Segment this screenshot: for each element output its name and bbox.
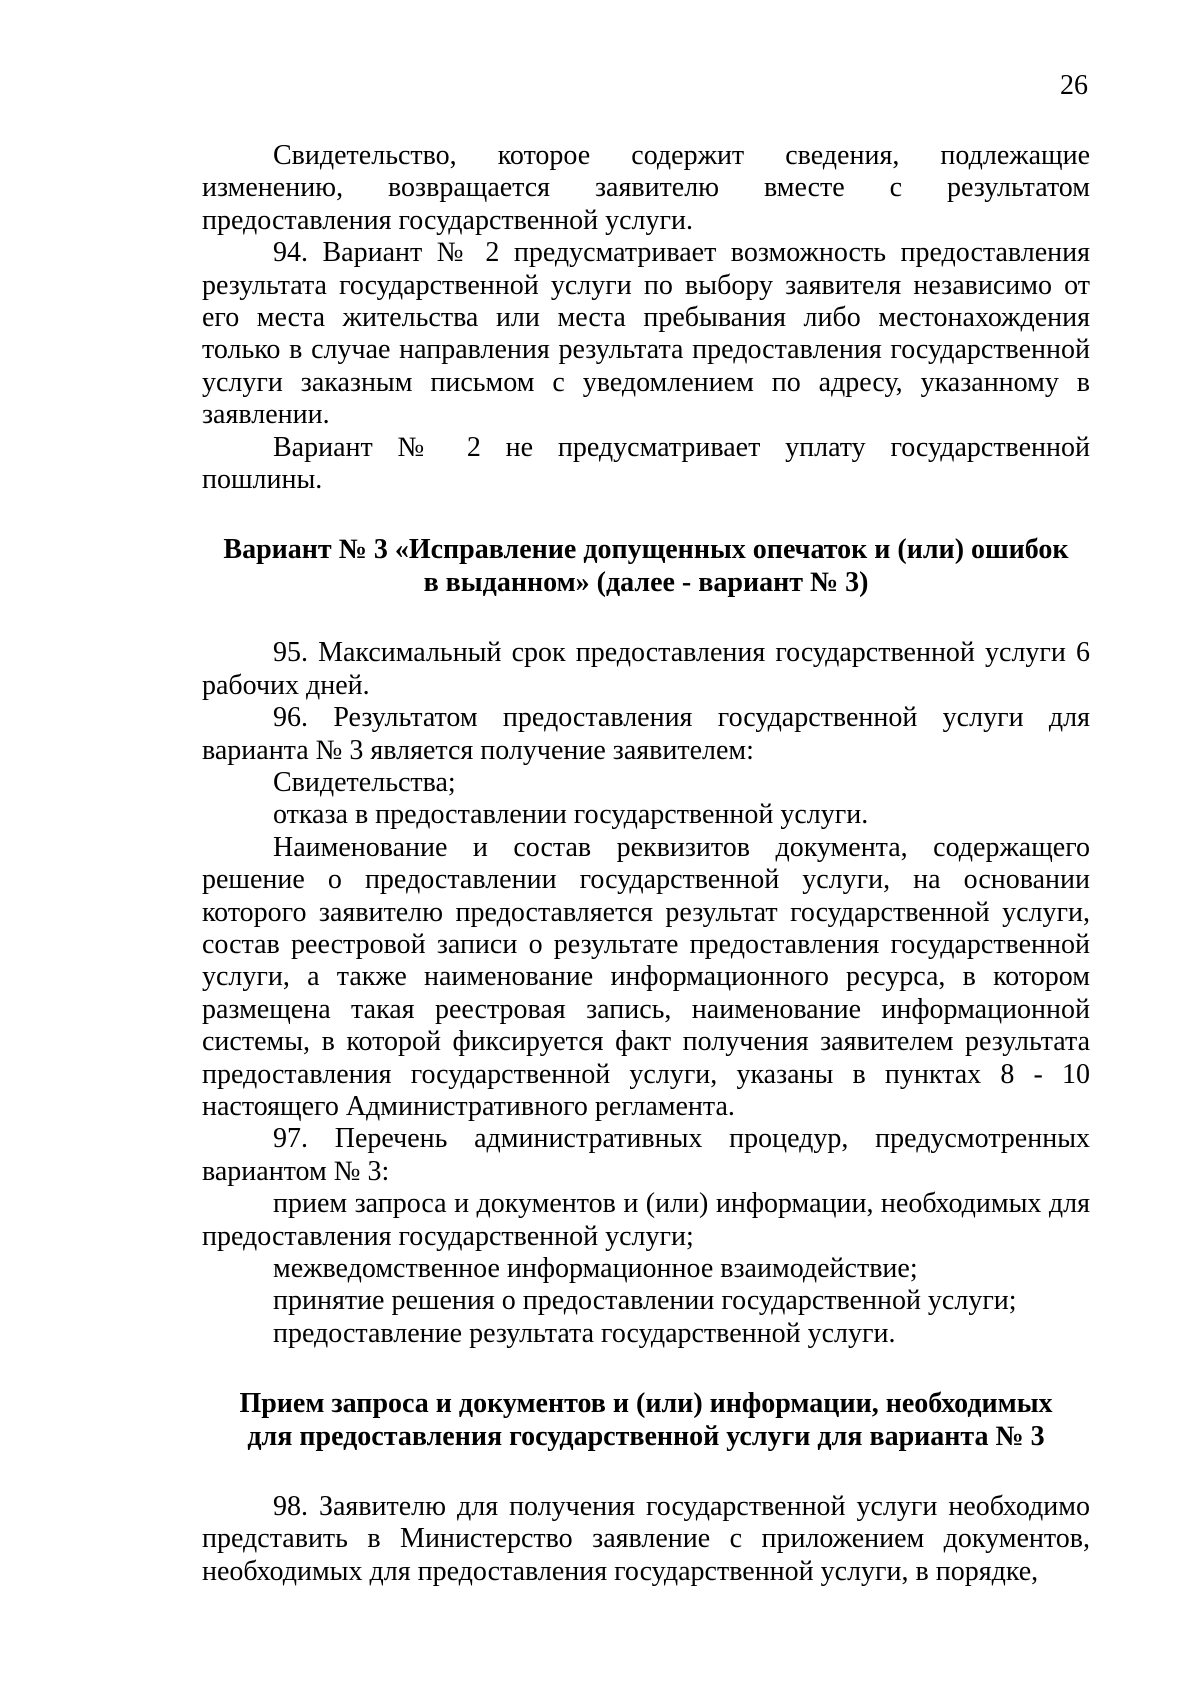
paragraph: Наименование и состав реквизитов документа, содержащего решение о предоставлении государственной услуги, на основании которого заявителю предоставляется результат государственной услуги, состав реестровой записи о результате предоставления государственной услуги, а также наименование информационного ресурса, в котором размещена такая реестровая запись, наименование информационной системы, в которой фиксируется факт получения заявителем результата предоставления государственной услуги, указаны в пунктах 8 - 10 настоящего Административного регламента. <box>202 831 1090 1122</box>
list-item: принятие решения о предоставлении государственной услуги; <box>273 1285 1017 1317</box>
section-heading-variant-3 <box>202 534 1090 599</box>
list-item: межведомственное информационное взаимодействие; <box>273 1253 918 1284</box>
list-item: отказа в предоставлении государственной услуги. <box>273 799 869 831</box>
paragraph-96: 96. Результатом предоставления государственной услуги для варианта № 3 является получение заявителем: <box>202 702 1090 766</box>
paragraph: Свидетельство, которое содержит сведения, подлежащие изменению, возвращается заявителю вместе с результатом предоставления государственной услуги. <box>202 140 1090 236</box>
paragraph-94: 94. Вариант № 2 предусматривает возможность предоставления результата государственной услуги по выбору заявителя независимо от его места жительства или места пребывания либо местонахождения только в случае направления результата предоставления государственной услуги заказным письмом с уведомлением по адресу, указанному в заявлении. <box>202 237 1090 431</box>
section-heading-request-intake <box>202 1388 1090 1453</box>
heading-line: Вариант № 3 «Исправление допущенных опечаток и (или) ошибок <box>223 534 1069 566</box>
paragraph-97: 97. Перечень административных процедур, предусмотренных вариантом № 3: <box>202 1123 1090 1187</box>
paragraph-95: 95. Максимальный срок предоставления государственной услуги 6 рабочих дней. <box>202 637 1090 701</box>
paragraph-98: 98. Заявителю для получения государственной услуги необходимо представить в Министерство заявление с приложением документов, необходимых для предоставления государственной услуги, в порядке, <box>202 1491 1090 1587</box>
page-number: 26 <box>1060 70 1088 101</box>
document-body <box>202 140 1090 1588</box>
heading-line: Прием запроса и документов и (или) информации, необходимых <box>239 1388 1053 1420</box>
list-item: Свидетельства; <box>273 766 456 798</box>
list-item: предоставление результата государственной услуги. <box>273 1317 896 1349</box>
paragraph: Вариант № 2 не предусматривает уплату государственной пошлины. <box>202 431 1090 496</box>
heading-line: для предоставления государственной услуги для варианта № 3 <box>247 1420 1045 1452</box>
heading-line: в выданном» (далее - вариант № 3) <box>423 566 869 598</box>
list-item: прием запроса и документов и (или) информации, необходимых для предоставления государственной услуги; <box>202 1188 1090 1252</box>
